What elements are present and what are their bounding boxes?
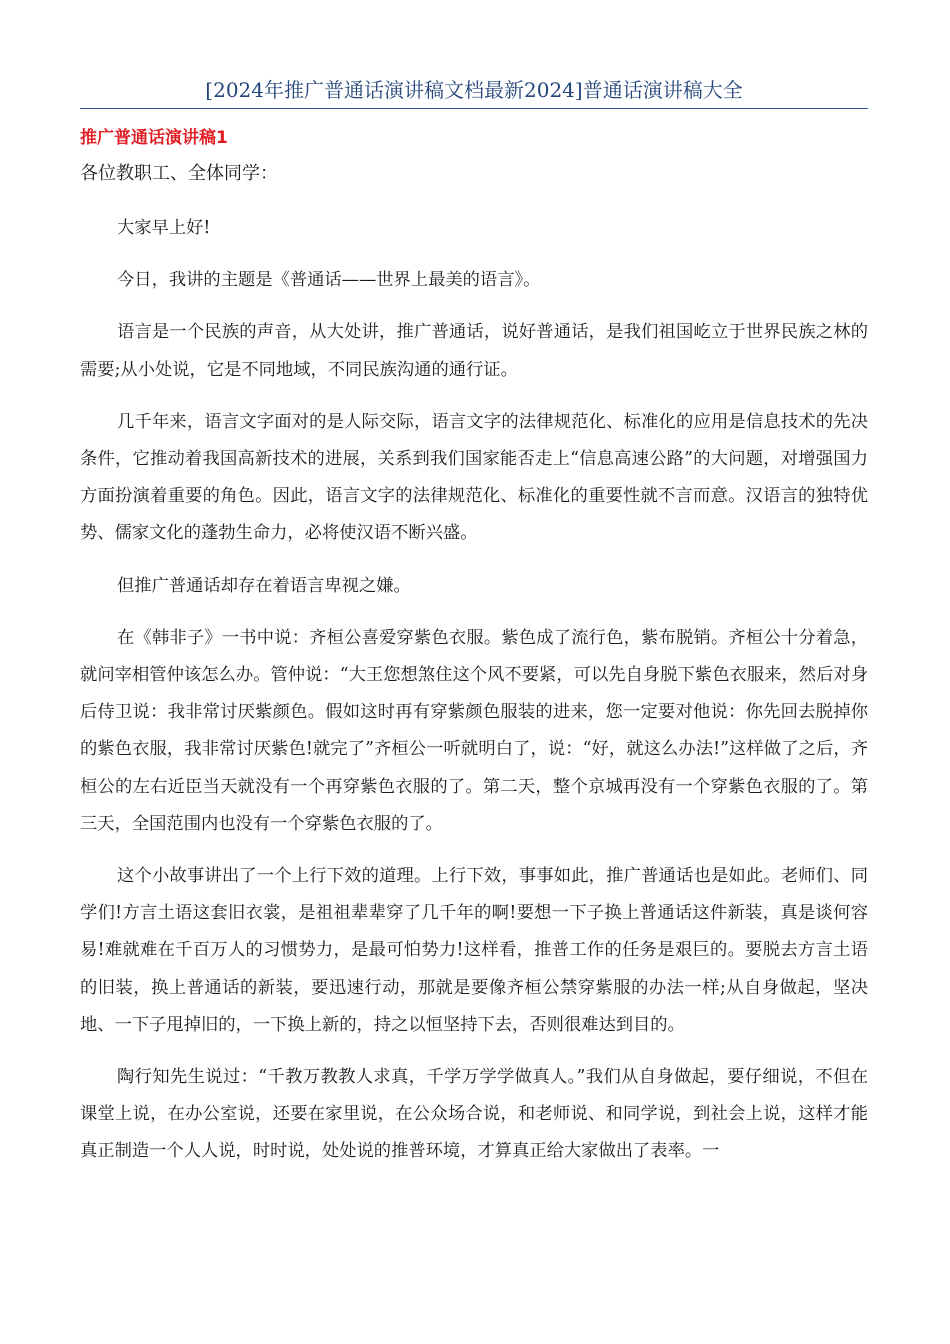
- paragraph: 今日，我讲的主题是《普通话——世界上最美的语言》。: [117, 270, 541, 291]
- paragraph: 几千年来，语言文字面对的是人际交际，语言文字的法律规范化、标准化的应用是信息技术的先决条件，它推动着我国高新技术的进展，关系到我们国家能否走上“信息高速公路”的大问题，对增强国力方面扮演着重要的角色。因此，语言文字的法律规范化、标准化的重要性就不言而意。汉语言的独特优势、儒家文化的蓬勃生命力，必将使汉语不断兴盛。: [80, 411, 868, 544]
- paragraph: 陶行知先生说过：“千教万教教人求真，千学万学学做真人。”我们从自身做起，要仔细说，不但在课堂上说，在办公室说，还要在家里说，在公众场合说，和老师说、和同学说，到社会上说，这样才能真正制造一个人人说，时时说，处处说的推普环境，才算真正给大家做出了表率。一: [80, 1067, 868, 1162]
- paragraph: 但推广普通话却存在着语言卑视之嫌。: [117, 575, 411, 596]
- document-title: [2024年推广普通话演讲稿文档最新2024]普通话演讲稿大全: [205, 78, 743, 102]
- section-heading: 推广普通话演讲稿1: [80, 128, 228, 148]
- title-divider: [80, 108, 868, 109]
- paragraph: 语言是一个民族的声音，从大处讲，推广普通话，说好普通话，是我们祖国屹立于世界民族之林的需要;从小处说，它是不同地域，不同民族沟通的通行证。: [80, 322, 868, 380]
- salutation: 各位教职工、全体同学：: [80, 163, 278, 184]
- paragraph: 这个小故事讲出了一个上行下效的道理。上行下效，事事如此，推广普通话也是如此。老师们、同学们!方言土语这套旧衣裳，是祖祖辈辈穿了几千年的啊!要想一下子换上普通话这件新装，真是谈何容易!难就难在千百万人的习惯势力，是最可怕势力!这样看，推普工作的任务是艰巨的。要脱去方言土语的旧装，换上普通话的新装，要迅速行动，那就是要像齐桓公禁穿紫服的办法一样;从自身做起，坚决地、一下子甩掉旧的，一下换上新的，持之以恒坚持下去，否则很难达到目的。: [80, 866, 868, 1035]
- body-text: [80, 210, 868, 1186]
- paragraph: 在《韩非子》一书中说：齐桓公喜爱穿紫色衣服。紫色成了流行色，紫布脱销。齐桓公十分着急，就问宰相管仲该怎么办。管仲说：“大王您想煞住这个风不要紧，可以先自身脱下紫色衣服来，然后对身后侍卫说：我非常讨厌紫颜色。假如这时再有穿紫颜色服装的进来，您一定要对他说：你先回去脱掉你的紫色衣服，我非常讨厌紫色!就完了”齐桓公一听就明白了，说：“好，就这么办法!”这样做了之后，齐桓公的左右近臣当天就没有一个再穿紫色衣服的了。第二天，整个京城再没有一个穿紫色衣服的了。第三天，全国范围内也没有一个穿紫色衣服的了。: [80, 627, 868, 834]
- paragraph: 大家早上好!: [117, 218, 211, 238]
